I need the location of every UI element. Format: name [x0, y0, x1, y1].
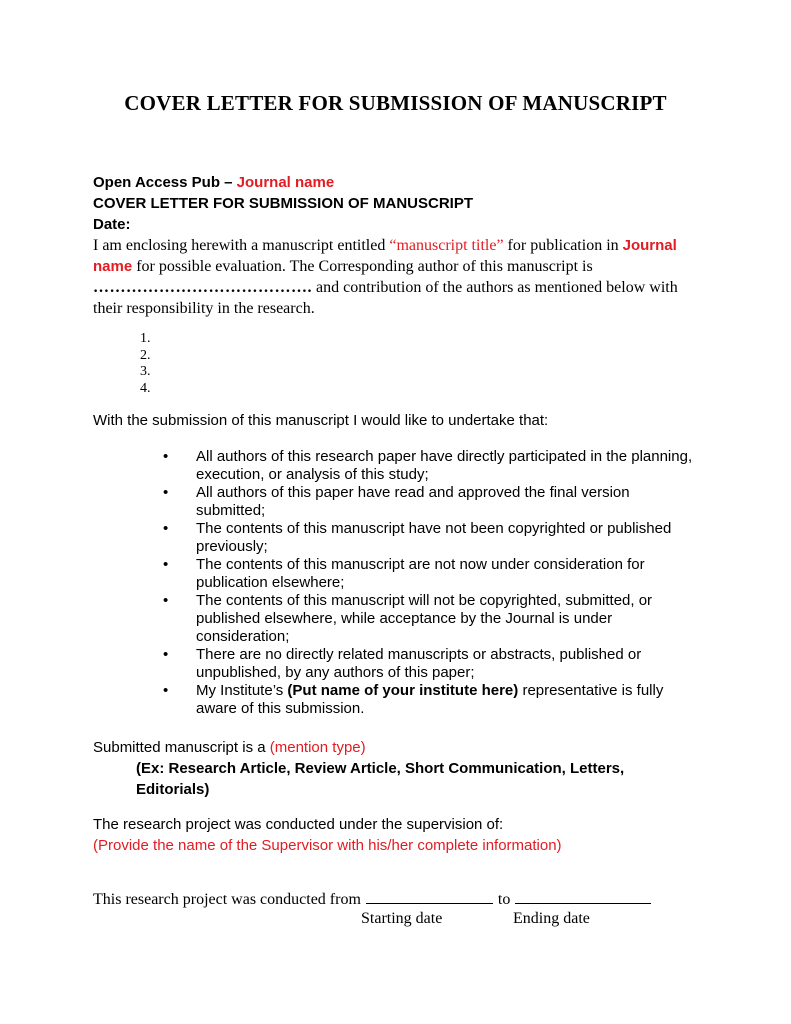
publisher-name: Open Access Pub –: [93, 174, 237, 191]
institute-bullet-pre: My Institute’s: [196, 682, 288, 699]
letter-header: [93, 172, 698, 235]
manuscript-type-examples: (Ex: Research Article, Review Article, Short Communication, Letters, Editorials): [136, 760, 625, 798]
institute-name-placeholder: (Put name of your institute here): [287, 682, 519, 699]
list-item: 3.: [140, 364, 151, 379]
intro-text-2: for publication in: [503, 237, 623, 254]
undertake-intro: With the submission of this manuscript I would like to undertake that:: [93, 412, 549, 429]
bullet-icon: •: [163, 682, 169, 699]
bullet-text: There are no directly related manuscripts or abstracts, published or unpublished, by any authors of this paper;: [196, 646, 642, 681]
bullet-icon: •: [163, 448, 169, 465]
dates-connector: to: [497, 891, 511, 908]
ending-date-blank: [515, 888, 651, 904]
bullet-icon: •: [163, 646, 169, 663]
bullet-icon: •: [163, 484, 169, 501]
bullet-text: All authors of this research paper have directly participated in the planning, execution, or analysis of this study;: [196, 448, 693, 483]
intro-text-3: for possible evaluation. The Corresponding author of this manuscript is: [132, 258, 593, 275]
date-label: Date:: [93, 216, 131, 233]
intro-paragraph: [93, 235, 698, 319]
intro-text-4: and contribution of the authors as mentioned below with their responsibility in the research.: [93, 279, 678, 317]
list-item: [93, 448, 698, 484]
supervision-section: [93, 814, 698, 856]
bullet-icon: •: [163, 556, 169, 573]
author-name-blank-dots: ………………………………….: [93, 279, 312, 296]
bullet-text: The contents of this manuscript are not now under consideration for publication elsewhere;: [196, 556, 645, 591]
bullet-text: The contents of this manuscript have not been copyrighted or published previously;: [196, 520, 672, 555]
supervisor-info-placeholder: (Provide the name of the Supervisor with his/her complete information): [93, 837, 562, 854]
mention-type-placeholder: (mention type): [269, 739, 366, 756]
date-labels-row: [93, 910, 698, 930]
list-item: [93, 592, 698, 646]
starting-date-label: Starting date: [361, 910, 443, 927]
bullet-icon: •: [163, 520, 169, 537]
list-item: [93, 646, 698, 682]
submitted-type-section: [93, 737, 698, 800]
dates-prefix: This research project was conducted from: [93, 891, 361, 908]
document-title: COVER LETTER FOR SUBMISSION OF MANUSCRIPT: [124, 91, 667, 115]
project-dates-section: [93, 888, 698, 930]
intro-text-1: I am enclosing herewith a manuscript entitled: [93, 237, 390, 254]
journal-header-line: [93, 172, 698, 193]
letter-subject-line: COVER LETTER FOR SUBMISSION OF MANUSCRIPT: [93, 195, 474, 212]
ending-date-label: Ending date: [513, 910, 590, 927]
list-item: 4.: [140, 380, 151, 396]
list-item: [93, 556, 698, 592]
list-item: [93, 682, 698, 718]
bullet-text: [196, 682, 698, 718]
bullet-icon: •: [163, 592, 169, 609]
journal-name-placeholder: Journal name: [236, 174, 335, 191]
project-dates-line: [93, 888, 698, 910]
list-item: [93, 484, 698, 520]
undertake-bullet-list: [93, 448, 698, 718]
list-item: 2.: [140, 347, 151, 363]
starting-date-blank: [366, 888, 493, 904]
bullet-text: All authors of this paper have read and approved the final version submitted;: [196, 484, 630, 519]
list-item: 1.: [140, 331, 151, 346]
journal-name-placeholder: Journal name: [93, 237, 677, 275]
authors-numbered-list: [140, 331, 698, 397]
supervision-line: The research project was conducted under the supervision of:: [93, 816, 504, 833]
institute-bullet-post: representative is fully aware of this submission.: [196, 682, 664, 717]
manuscript-title-placeholder: “manuscript title”: [389, 237, 504, 254]
bullet-text: The contents of this manuscript will not be copyrighted, submitted, or published elsewhere, while acceptance by the Journal is under consideration;: [196, 592, 653, 645]
submitted-type-prefix: Submitted manuscript is a: [93, 739, 270, 756]
submitted-type-line: [93, 737, 698, 758]
list-item: [93, 520, 698, 556]
